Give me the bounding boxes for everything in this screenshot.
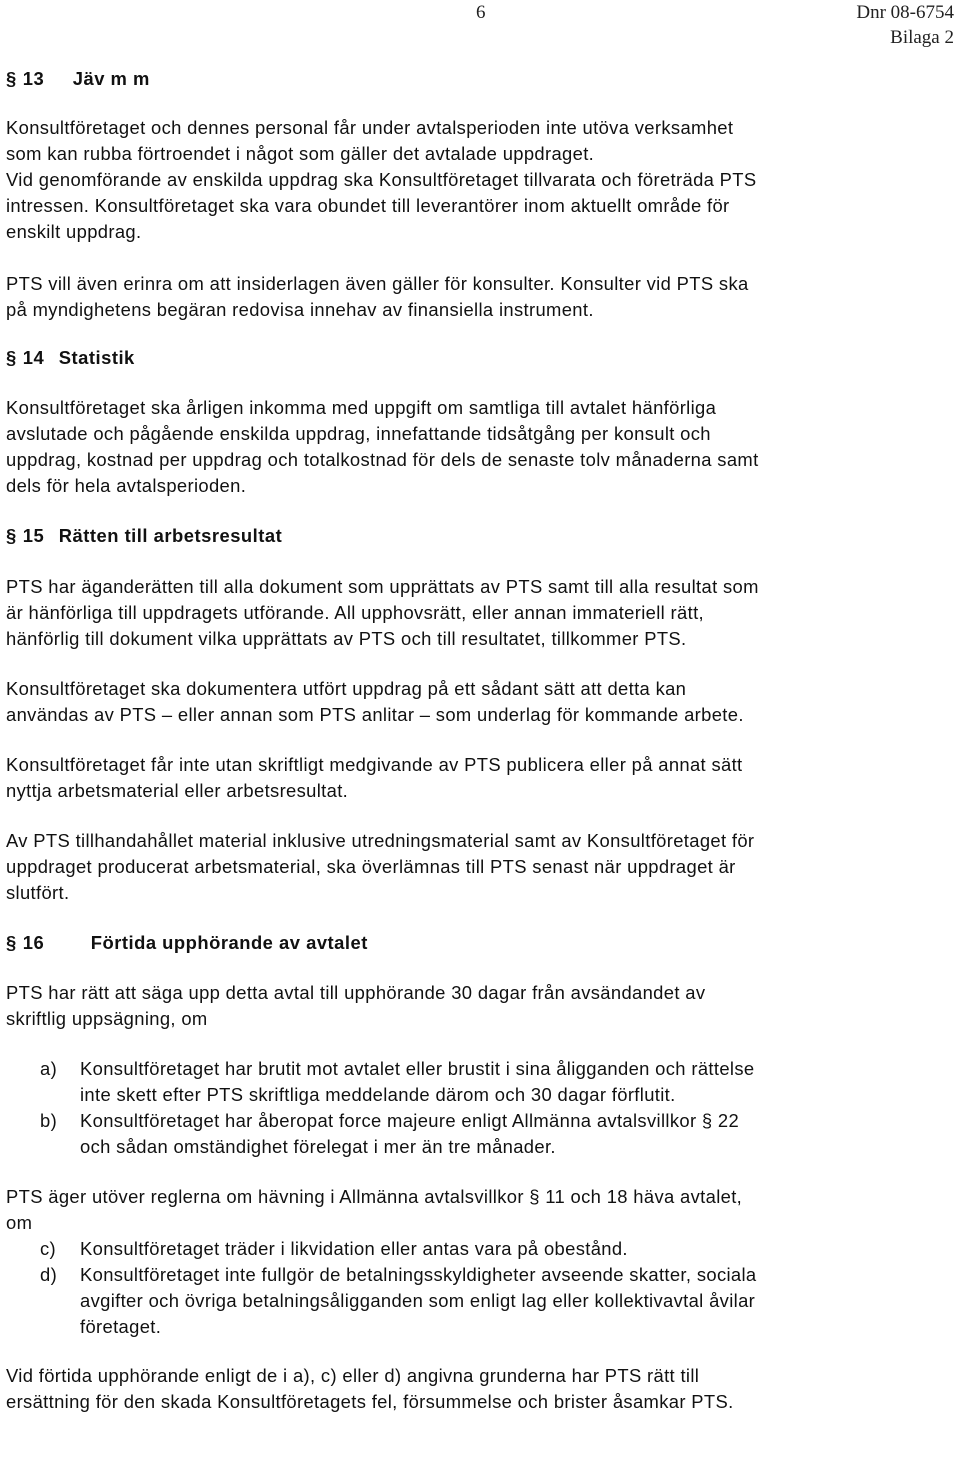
section-heading: § 13 Jäv m m <box>6 68 150 89</box>
paragraph: Vid genomförande av enskilda uppdrag ska Konsultföretaget tillvarata och företräda PTS intressen. Konsultföretaget ska vara obundet till leverantörer inom aktuellt område för enskilt uppdrag. <box>6 169 757 242</box>
ordered-list <box>6 1236 954 1340</box>
section-13 <box>6 66 954 323</box>
list-item: a) Konsultföretaget har brutit mot avtalet eller brustit i sina åligganden och rättelse inte skett efter PTS skriftliga meddelande därom och 30 dagar förflutit. <box>6 1056 954 1108</box>
page-number: 6 <box>476 2 486 23</box>
section-heading: § 14 Statistik <box>6 347 135 368</box>
document-number: Dnr 08-6754 <box>856 2 954 23</box>
paragraph: PTS har äganderätten till alla dokument som upprättats av PTS samt till alla resultat som är hänförliga till uppdragets utförande. All upphovsrätt, eller annan immateriell rätt, hänförlig till dokument vilka upprättats av PTS och till resultatet, tillkommer PTS. <box>6 576 759 649</box>
paragraph: Vid förtida upphörande enligt de i a), c) eller d) angivna grunderna har PTS rätt till ersättning för den skada Konsultföretagets fel, försummelse och brister åsamkar PTS. <box>6 1365 734 1412</box>
section-heading: § 15 Rätten till arbetsresultat <box>6 525 283 546</box>
list-item-label: b) <box>40 1110 58 1131</box>
section-15 <box>6 523 954 906</box>
appendix-label: Bilaga 2 <box>890 27 954 48</box>
list-item-label: c) <box>40 1238 57 1259</box>
paragraph: Av PTS tillhandahållet material inklusive utredningsmaterial samt av Konsultföretaget för uppdraget producerat arbetsmaterial, ska överlämnas till PTS senast när uppdraget är slutfört. <box>6 830 755 903</box>
paragraph: Konsultföretaget får inte utan skriftligt medgivande av PTS publicera eller på annat sätt nyttja arbetsmaterial eller arbetsresultat. <box>6 754 743 801</box>
section-14 <box>6 345 954 499</box>
ordered-list <box>6 1056 954 1160</box>
section-16 <box>6 930 954 1415</box>
paragraph: PTS har rätt att säga upp detta avtal till upphörande 30 dagar från avsändandet av skriftlig uppsägning, om <box>6 982 706 1029</box>
paragraph: PTS vill även erinra om att insiderlagen även gäller för konsulter. Konsulter vid PTS ska på myndighetens begäran redovisa innehav av finansiella instrument. <box>6 273 749 320</box>
document-body <box>6 66 954 1415</box>
paragraph: PTS äger utöver reglerna om hävning i Allmänna avtalsvillkor § 11 och 18 häva avtalet, om <box>6 1186 743 1233</box>
list-item: d) Konsultföretaget inte fullgör de betalningsskyldigheter avseende skatter, sociala avgifter och övriga betalningsåligganden som enligt lag eller kollektivavtal åvilar företaget. <box>6 1262 954 1340</box>
list-item: b) Konsultföretaget har åberopat force majeure enligt Allmänna avtalsvillkor § 22 och sådan omständighet förelegat i mer än tre månader. <box>6 1108 954 1160</box>
section-heading: § 16 Förtida upphörande av avtalet <box>6 932 368 953</box>
list-item-label: a) <box>40 1058 58 1079</box>
paragraph: Konsultföretaget ska årligen inkomma med uppgift om samtliga till avtalet hänförliga avslutade och pågående enskilda uppdrag, innefattande tidsåtgång per konsult och uppdrag, kostnad per uppdrag och totalkostnad för dels de senaste tolv månaderna samt dels för hela avtalsperioden. <box>6 397 759 496</box>
paragraph: Konsultföretaget och dennes personal får under avtalsperioden inte utöva verksamhet som kan rubba förtroendet i något som gäller det avtalade uppdraget. <box>6 117 734 164</box>
paragraph: Konsultföretaget ska dokumentera utfört uppdrag på ett sådant sätt att detta kan användas av PTS – eller annan som PTS anlitar – som underlag för kommande arbete. <box>6 678 744 725</box>
list-item: c) Konsultföretaget träder i likvidation eller antas vara på obestånd. <box>6 1236 954 1262</box>
list-item-label: d) <box>40 1264 58 1285</box>
